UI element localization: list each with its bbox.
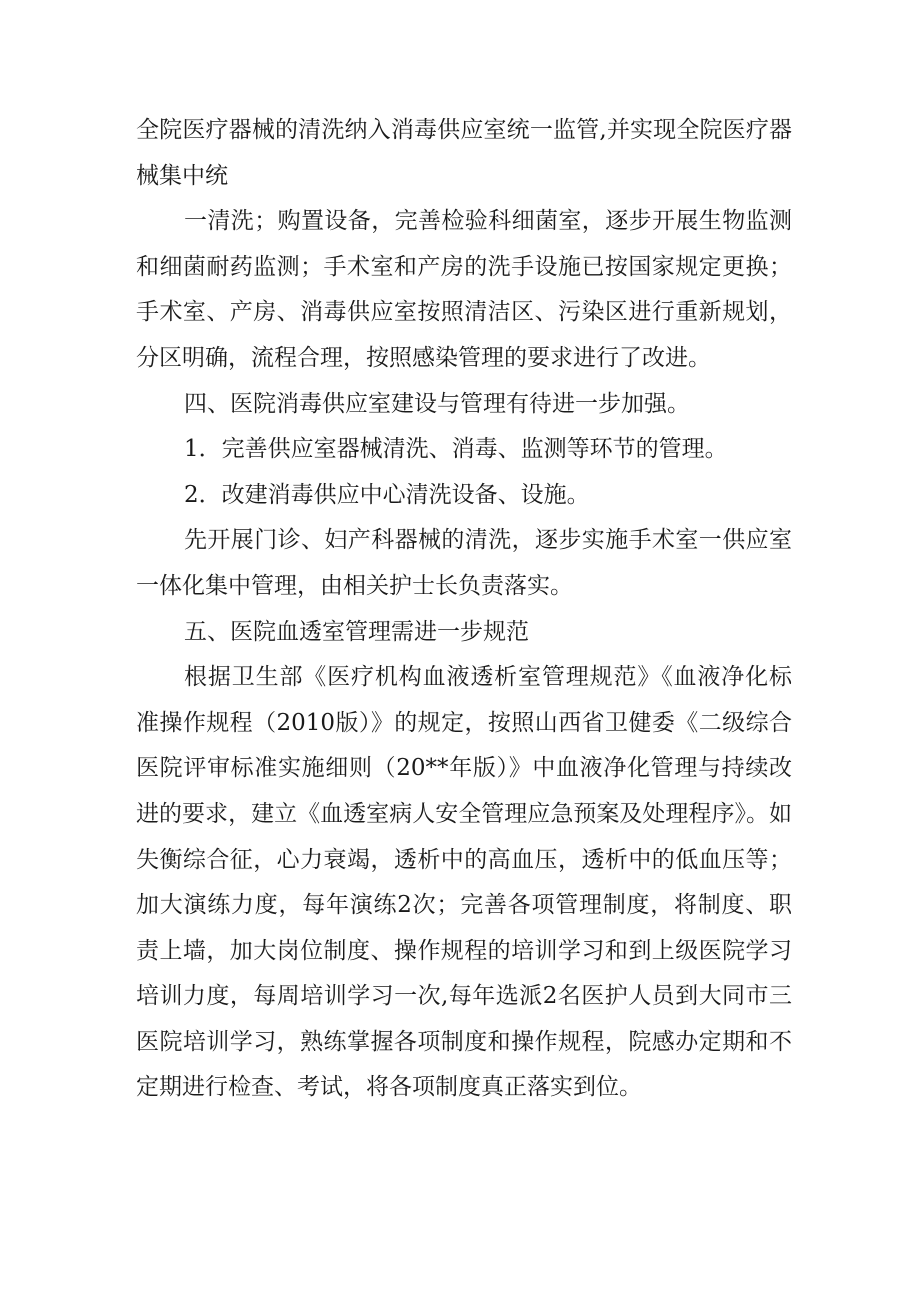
section-heading-5: 五、医院血透室管理需进一步规范 bbox=[184, 618, 529, 645]
list-item-1: 1．完善供应室器械清洗、消毒、监测等环节的管理。 bbox=[184, 436, 728, 463]
list-item-2: 2．改建消毒供应中心清洗设备、设施。 bbox=[184, 481, 590, 508]
paragraph-3: 先开展门诊、妇产科器械的清洗，逐步实施手术室一供应室一体化集中管理，由相关护士长负责落实。 bbox=[136, 527, 792, 599]
paragraph-1: 全院医疗器械的清洗纳入消毒供应室统一监管,并实现全院医疗器械集中统 bbox=[136, 117, 792, 189]
paragraph-2: 一清洗；购置设备，完善检验科细菌室，逐步开展生物监测和细菌耐药监测；手术室和产房的洗手设施已按国家规定更换；手术室、产房、消毒供应室按照清洁区、污染区进行重新规划，分区明确，流程合理，按照感染管理的要求进行了改进。 bbox=[136, 208, 792, 371]
paragraph-4: 根据卫生部《医疗机构血液透析室管理规范》《血液净化标准操作规程（2010版）》的规定，按照山西省卫健委《二级综合医院评审标准实施细则（20**年版）》中血液净化管理与持续改进的要求，建立《血透室病人安全管理应急预案及处理程序》。如失衡综合征，心力衰竭，透析中的高血压，透析中的低血压等；加大演练力度，每年演练2次；完善各项管理制度，将制度、职责上墙，加大岗位制度、操作规程的培训学习和到上级医院学习培训力度，每周培训学习一次,每年选派2名医护人员到大同市三医院培训学习，熟练掌握各项制度和操作规程，院感办定期和不定期进行检查、考试，将各项制度真正落实到位。 bbox=[136, 664, 792, 1101]
section-heading-4: 四、医院消毒供应室建设与管理有待进一步加强。 bbox=[184, 390, 690, 417]
